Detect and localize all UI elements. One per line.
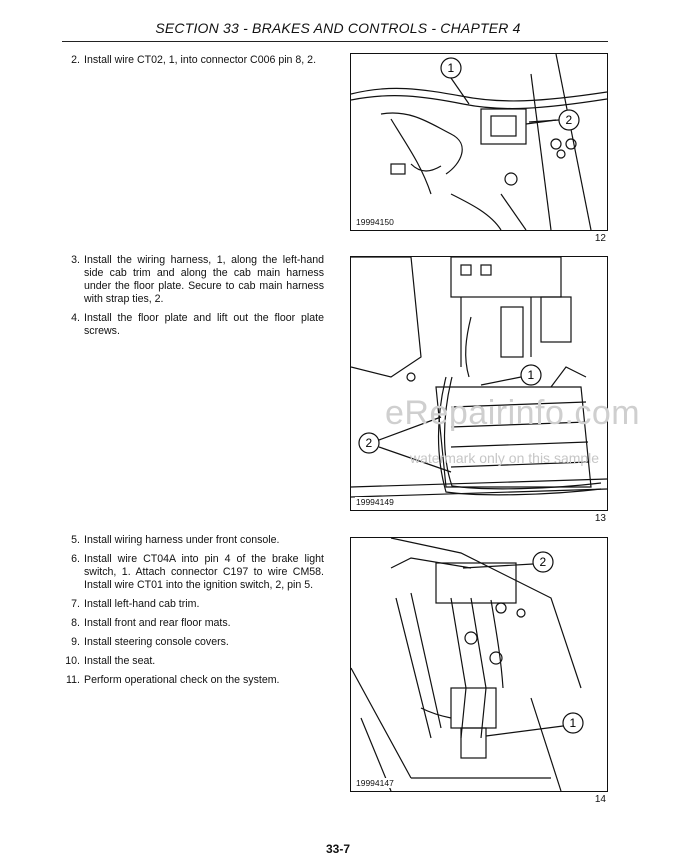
figure-14-image	[350, 537, 608, 792]
figure-14-id: 19994147	[356, 778, 394, 788]
figure-13-callout-1: 1	[527, 368, 535, 382]
step-number: 7.	[71, 598, 80, 610]
page-number: 33-7	[325, 842, 351, 856]
watermark-note: watermark only on this sample	[410, 450, 600, 466]
step-item	[62, 54, 324, 67]
step-text: Install wire CT02, 1, into connector C006 pin 8, 2.	[84, 54, 317, 66]
step-number: 2.	[71, 54, 80, 66]
figure-14-callout-1: 1	[569, 716, 577, 730]
step-number: 9.	[71, 636, 80, 648]
step-item	[62, 598, 324, 611]
watermark-site: eRepairinfo.com	[385, 394, 641, 432]
figure-12-callout-2: 2	[565, 113, 573, 127]
step-item	[62, 312, 324, 338]
step-text: Install the floor plate and lift out the floor plate screws.	[84, 312, 324, 337]
step-text: Install left-hand cab trim.	[84, 598, 200, 610]
header-rule	[62, 41, 608, 42]
figure-12-id: 19994150	[356, 217, 394, 227]
figure-14-number: 14	[594, 794, 606, 805]
figure-13-number: 13	[594, 513, 606, 524]
figure-13-id: 19994149	[356, 497, 394, 507]
step-text: Install the seat.	[84, 655, 156, 667]
step-text: Install wiring harness under front console.	[84, 534, 280, 546]
step-item	[62, 254, 324, 306]
figure-13-callout-2: 2	[365, 436, 373, 450]
step-number: 6.	[71, 553, 80, 565]
step-item	[62, 553, 324, 592]
figure-13-drawing	[351, 257, 607, 510]
step-item	[62, 636, 324, 649]
figure-13-image	[350, 256, 608, 511]
step-number: 11.	[66, 674, 80, 686]
figure-12-drawing	[351, 54, 607, 230]
step-number: 4.	[71, 312, 80, 324]
step-number: 10.	[65, 655, 80, 667]
figure-14-callout-2: 2	[539, 555, 547, 569]
figure-12-number: 12	[594, 233, 606, 244]
step-text: Install steering console covers.	[84, 636, 229, 648]
step-item	[62, 674, 324, 687]
figure-12-image	[350, 53, 608, 231]
step-number: 8.	[71, 617, 80, 629]
figure-14-drawing	[351, 538, 607, 791]
step-text: Install front and rear floor mats.	[84, 617, 231, 629]
steps-group-2	[62, 254, 324, 344]
step-item	[62, 655, 324, 668]
step-item	[62, 617, 324, 630]
step-item	[62, 534, 324, 547]
step-text: Perform operational check on the system.	[84, 674, 280, 686]
step-text: Install the wiring harness, 1, along the left-hand side cab trim and along the cab main harness under the floor plate. Secure to cab main harness with strap ties, 2.	[84, 254, 324, 305]
step-text: Install wire CT04A into pin 4 of the brake light switch, 1. Attach connector C197 to wire CM58. Install wire CT01 into the ignition switch, 2, pin 5.	[84, 553, 324, 591]
figure-12-callout-1: 1	[447, 61, 455, 75]
step-number: 3.	[71, 254, 80, 266]
steps-group-1	[62, 54, 324, 73]
page-header: SECTION 33 - BRAKES AND CONTROLS - CHAPTER 4	[155, 20, 521, 36]
steps-group-3	[62, 534, 324, 693]
step-number: 5.	[71, 534, 80, 546]
